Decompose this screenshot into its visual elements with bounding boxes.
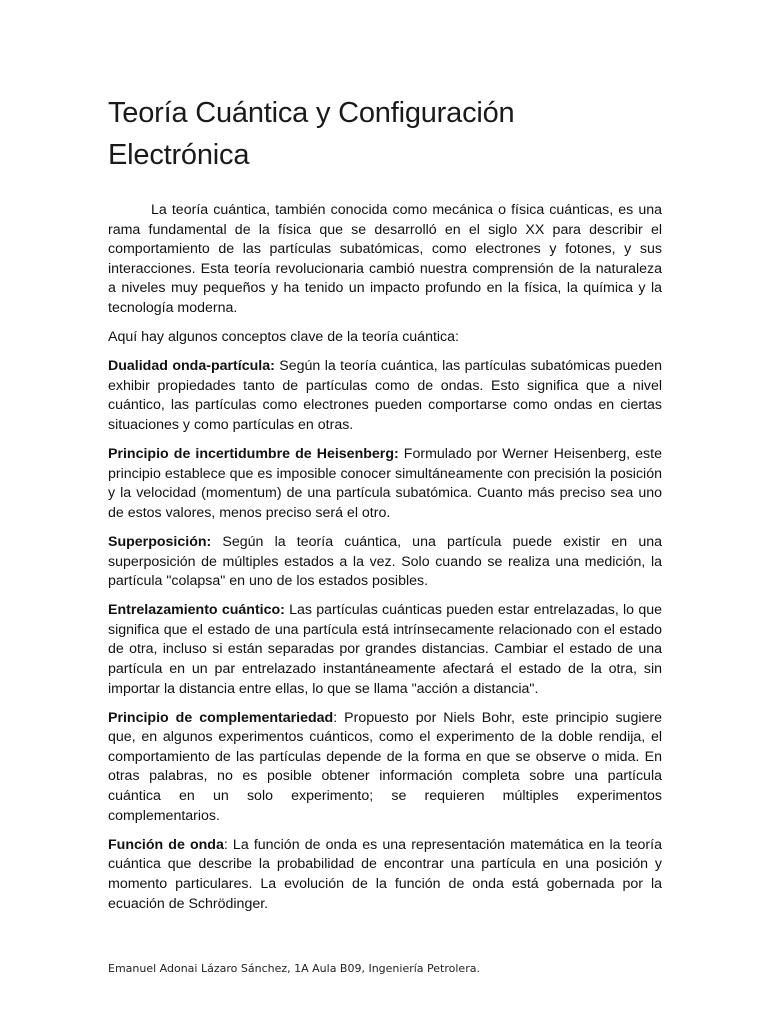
concept-paragraph-uncertainty <box>108 445 662 523</box>
concept-term: Principio de incertidumbre de Heisenberg: <box>108 446 399 463</box>
concept-text: Las partículas cuánticas pueden estar entrelazadas, lo que significa que el estado de una partícula está intrínsecamente relacionado con el estado de otra, incluso si están separadas por grandes distancias. Cambiar el estado de una partícula en un par entrelazado instantáneamente afectará el estado de la otra, sin importar la distancia entre ellas, lo que se llama "acción a distancia". <box>108 602 662 697</box>
concept-text: : Propuesto por Niels Bohr, este principio sugiere que, en algunos experimentos cuánticos, como el experimento de la doble rendija, el comportamiento de las partículas depende de la forma en que se observe o mida. En otras palabras, no es posible obtener información completa sobre una partícula cuántica en un solo experimento; se requieren múltiples experimentos complementarios. <box>108 709 662 824</box>
concept-paragraph-entanglement <box>108 601 662 699</box>
concept-paragraph-superposition <box>108 533 662 592</box>
concept-text: Según la teoría cuántica, una partícula puede existir en una superposición de múltiples estados a la vez. Solo cuando se realiza una medición, la partícula "colapsa" en uno de los estados posibles. <box>108 533 662 590</box>
concept-text: : La función de onda es una representación matemática en la teoría cuántica que describe la probabilidad de encontrar una partícula en una posición y momento particulares. La evolución de la función de onda está gobernada por la ecuación de Schrödinger. <box>108 836 662 912</box>
concept-term: Superposición: <box>108 533 212 550</box>
concept-paragraph-wave-particle <box>108 357 662 435</box>
title-line-1: Teoría Cuántica y Configuración <box>108 97 515 129</box>
concept-term: Función de onda <box>108 836 224 853</box>
document-title <box>108 92 662 176</box>
title-line-2: Electrónica <box>108 139 250 171</box>
concept-paragraph-complementarity <box>108 709 662 827</box>
concept-paragraph-wave-function <box>108 836 662 914</box>
concept-term: Principio de complementariedad <box>108 709 334 726</box>
intro-paragraph: La teoría cuántica, también conocida como mecánica o física cuánticas, es una rama fundamental de la física que se desarrolló en el siglo XX para describir el comportamiento de las partículas subatómicas, como electrones y fotones, y sus interacciones. Esta teoría revolucionaria cambió nuestra comprensión de la naturaleza a niveles muy pequeños y ha tenido un impacto profundo en la física, la química y la tecnología moderna. <box>108 202 662 316</box>
lead-paragraph: Aquí hay algunos conceptos clave de la teoría cuántica: <box>108 329 459 346</box>
concept-term: Entrelazamiento cuántico: <box>108 602 285 619</box>
concept-text: Formulado por Werner Heisenberg, este principio establece que es imposible conocer simultáneamente con precisión la posición y la velocidad (momentum) de una partícula subatómica. Cuanto más preciso sea uno de estos valores, menos preciso será el otro. <box>108 446 662 521</box>
page-footer: Emanuel Adonai Lázaro Sánchez, 1A Aula B09, Ingeniería Petrolera. <box>108 962 480 975</box>
concept-text: Según la teoría cuántica, las partículas subatómicas pueden exhibir propiedades tanto de partículas como de ondas. Esto significa que a nivel cuántico, las partículas como electrones pueden comportarse como ondas en ciertas situaciones y como partículas en otras. <box>108 358 662 433</box>
concept-term: Dualidad onda-partícula: <box>108 358 275 375</box>
document-page <box>108 92 662 924</box>
